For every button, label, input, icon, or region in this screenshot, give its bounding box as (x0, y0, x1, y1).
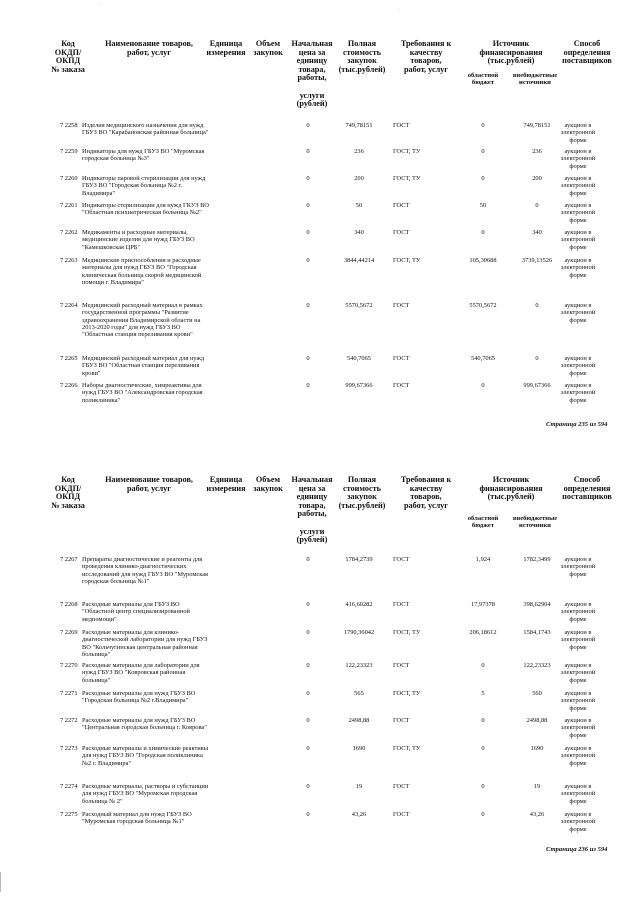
procurement-method: аукцион в электронной форме (560, 601, 596, 623)
total-cost: 50 (355, 202, 363, 209)
quality-requirements: ГОСТ (393, 229, 410, 236)
order-number: 7 2264 (60, 302, 78, 309)
order-number: 7 2270 (60, 662, 78, 669)
regional-budget: 0 (481, 717, 485, 724)
order-number: 7 2260 (60, 175, 78, 182)
item-name: Расходный материал для нужд ГБУЗ ВО "Муромская городская больница №1" (82, 811, 192, 826)
total-cost: 19 (355, 783, 363, 790)
unit-price: 0 (306, 148, 310, 155)
procurement-method: аукцион в электронной форме (560, 717, 596, 739)
procurement-method: аукцион в электронной форме (560, 745, 596, 767)
quality-requirements: ГОСТ (393, 601, 410, 608)
order-number: 7 2259 (60, 148, 78, 155)
unit-price: 0 (306, 662, 310, 669)
unit-price: 0 (306, 257, 310, 264)
unit-price: 0 (306, 783, 310, 790)
procurement-method: аукцион в электронной форме (560, 122, 596, 144)
extra-budget: 398,62904 (523, 601, 551, 608)
quality-requirements: ГОСТ, ТУ (393, 148, 421, 155)
total-cost: 999,67366 (345, 382, 373, 389)
procurement-method: аукцион в электронной форме (560, 175, 596, 197)
total-cost: 540,7065 (347, 355, 371, 362)
order-number: 7 2269 (60, 629, 78, 636)
header-source-regional: областной бюджет (467, 72, 499, 87)
quality-requirements: ГОСТ (393, 202, 410, 209)
unit-price: 0 (306, 229, 310, 236)
extra-budget: 1690 (530, 745, 544, 752)
order-number: 7 2266 (60, 382, 78, 389)
total-cost: 43,26 (351, 811, 367, 818)
header-method: Способ определения поставщиков (562, 475, 612, 502)
order-number: 7 2262 (60, 229, 78, 236)
header-method: Способ определения поставщиков (562, 39, 612, 66)
total-cost: 122,23323 (345, 662, 373, 669)
total-cost: 340 (354, 229, 364, 236)
extra-budget: 0 (535, 302, 539, 309)
extra-budget: 0 (535, 355, 539, 362)
header-source: Источник финансирования (тыс.рублей) (479, 39, 543, 66)
procurement-method: аукцион в электронной форме (560, 662, 596, 684)
procurement-method: аукцион в электронной форме (560, 257, 596, 279)
quality-requirements: ГОСТ (393, 556, 410, 563)
procurement-method: аукцион в электронной форме (560, 690, 596, 712)
item-name: Медицинские приспособления и расходные материалы для нужд ГБУЗ ВО "Городская клиническая больница скорой медицинской помощи г. Владимира" (82, 257, 202, 286)
unit-price: 0 (306, 382, 310, 389)
header-name: Наименование товаров, работ, услуг (105, 39, 193, 57)
page-number-label: Страница 235 из 594 (546, 421, 608, 428)
extra-budget: 749,78151 (523, 122, 551, 129)
item-name: Медицинский расходный материал в рамках государственной программы "Развитие здравоохранения Владимирской области на 2013-2020 годы" для нужд ГБУЗ ВО "Областная станция переливания крови" (82, 302, 203, 339)
total-cost: 749,78151 (345, 122, 373, 129)
page-number-label: Страница 236 из 594 (546, 846, 608, 853)
total-cost: 200 (354, 175, 364, 182)
regional-budget: 17,97378 (471, 601, 495, 608)
header-source-extra: внебюджетные источники (512, 515, 558, 530)
item-name: Индикаторы паровой стерилизации для нужд ГБУЗ ВО "Городская больница №2 г. Владимира" (82, 175, 206, 197)
order-number: 7 2261 (60, 202, 78, 209)
header-requirements: Требования к качеству товаров, работ, услуг (400, 475, 452, 510)
regional-budget: 50 (479, 202, 487, 209)
unit-price: 0 (306, 556, 310, 563)
item-name: Изделия медицинского назначения для нужд ГБУЗ ВО "Карабановская районная больница" (82, 122, 209, 137)
item-name: Индикаторы для нужд ГБУЗ ВО "Муромская городская больница №3" (82, 148, 205, 163)
header-total: Полная стоимость закупок (тыс.рублей) (338, 475, 386, 510)
header-source-regional: областной бюджет (467, 515, 499, 530)
quality-requirements: ГОСТ (393, 122, 410, 129)
unit-price: 0 (306, 811, 310, 818)
total-cost: 565 (354, 690, 364, 697)
unit-price: 0 (306, 690, 310, 697)
total-cost: 5570,5672 (345, 302, 373, 309)
order-number: 7 2272 (60, 717, 78, 724)
item-name: Расходные материалы для лаборатории для нужд ГБУЗ ВО "Ковровская районная больница" (82, 662, 200, 684)
extra-budget: 560 (532, 690, 542, 697)
procurement-method: аукцион в электронной форме (560, 148, 596, 170)
extra-budget: 0 (535, 202, 539, 209)
order-number: 7 2263 (60, 257, 78, 264)
extra-budget: 236 (532, 148, 542, 155)
unit-price: 0 (306, 745, 310, 752)
header-price: Начальная цена за единицу товара, работы, услуги (рублей) (291, 39, 333, 109)
quality-requirements: ГОСТ, ТУ (393, 629, 421, 636)
scan-artifact: . (98, 1, 100, 7)
total-cost: 3844,44214 (343, 257, 375, 264)
order-number: 7 2265 (60, 355, 78, 362)
quality-requirements: ГОСТ, ТУ (393, 257, 421, 264)
regional-budget: 0 (481, 122, 485, 129)
unit-price: 0 (306, 302, 310, 309)
procurement-method: аукцион в электронной форме (560, 382, 596, 404)
procurement-method: аукцион в электронной форме (560, 783, 596, 805)
procurement-method: аукцион в электронной форме (560, 629, 596, 651)
quality-requirements: ГОСТ, ТУ (393, 175, 421, 182)
quality-requirements: ГОСТ (393, 382, 410, 389)
quality-requirements: ГОСТ, ТУ (393, 745, 421, 752)
extra-budget: 43,26 (529, 811, 545, 818)
quality-requirements: ГОСТ (393, 662, 410, 669)
total-cost: 416,60282 (345, 601, 373, 608)
scan-edge-mark (0, 872, 1, 892)
extra-budget: 1584,1743 (523, 629, 551, 636)
item-name: Расходные материалы для ГБУЗ ВО "Областной центр специализированной медпомощи" (82, 601, 190, 623)
regional-budget: 0 (481, 382, 485, 389)
extra-budget: 122,23323 (523, 662, 551, 669)
extra-budget: 999,67366 (523, 382, 551, 389)
order-number: 7 2268 (60, 601, 78, 608)
item-name: Расходные материалы для нужд ГБУЗ ВО "Городская больница №2 г.Владимира" (82, 690, 196, 705)
item-name: Индикаторы стерилизации для нужд ГКУЗ ВО "Областная психиатрическая больница №2" (82, 202, 210, 217)
procurement-method: аукцион в электронной форме (560, 202, 596, 224)
regional-budget: 0 (481, 229, 485, 236)
regional-budget: 5570,5672 (469, 302, 497, 309)
item-name: Медикаменты и расходные материалы, медицинские изделия для нужд ГБУЗ ВО "Камешковская ЦРБ" (82, 229, 195, 251)
regional-budget: 0 (481, 783, 485, 790)
procurement-method: аукцион в электронной форме (560, 556, 596, 578)
header-source: Источник финансирования (тыс.рублей) (479, 475, 543, 502)
regional-budget: 540,7065 (471, 355, 495, 362)
item-name: Медицинский расходный материал для нужд ГБУЗ ВО "Областная станция переливания крови" (82, 355, 205, 377)
unit-price: 0 (306, 202, 310, 209)
quality-requirements: ГОСТ (393, 811, 410, 818)
header-unit: Единица измерения (206, 475, 246, 493)
regional-budget: 5 (481, 690, 485, 697)
procurement-method: аукцион в электронной форме (560, 302, 596, 324)
item-name: Расходные материалы для нужд ГБУЗ ВО "Центральная городская больница г. Коврова" (82, 717, 207, 732)
header-volume: Объем закупок (253, 475, 283, 493)
header-name: Наименование товаров, работ, услуг (105, 475, 193, 493)
unit-price: 0 (306, 601, 310, 608)
procurement-method: аукцион в электронной форме (560, 811, 596, 833)
quality-requirements: ГОСТ (393, 355, 410, 362)
total-cost: 1690 (352, 745, 366, 752)
item-name: Наборы диагностические, химреактивы для нужд ГБУЗ ВО "Александровская городская поликлиника" (82, 382, 203, 404)
scan-artifact: . (398, 6, 400, 12)
procurement-method: аукцион в электронной форме (560, 355, 596, 377)
quality-requirements: ГОСТ, ТУ (393, 690, 421, 697)
order-number: 7 2267 (60, 556, 78, 563)
header-unit: Единица измерения (206, 39, 246, 57)
extra-budget: 2498,88 (526, 717, 548, 724)
regional-budget: 0 (481, 811, 485, 818)
extra-budget: 200 (532, 175, 542, 182)
total-cost: 1790,36042 (343, 629, 375, 636)
total-cost: 2498,88 (348, 717, 370, 724)
quality-requirements: ГОСТ (393, 717, 410, 724)
header-total: Полная стоимость закупок (тыс.рублей) (338, 39, 386, 74)
item-name: Расходные материалы, растворы и субстанции для нужд ГБУЗ ВО "Муромская городская больница № 2" (82, 783, 209, 805)
regional-budget: 0 (481, 745, 485, 752)
quality-requirements: ГОСТ (393, 302, 410, 309)
regional-budget: 105,30688 (469, 257, 497, 264)
item-name: Препараты диагностические и реагенты для проведения клинико-диагностических исследований для нужд ГБУЗ ВО "Муромская городская больница №1" (82, 556, 208, 585)
order-number: 7 2271 (60, 690, 78, 697)
unit-price: 0 (306, 717, 310, 724)
regional-budget: 1,924 (475, 556, 491, 563)
item-name: Расходные материалы и химические реактивы для нужд ГБУЗ ВО "Городская поликлиника №2 г. Владимира" (82, 745, 208, 767)
order-number: 7 2273 (60, 745, 78, 752)
extra-budget: 340 (532, 229, 542, 236)
total-cost: 236 (354, 148, 364, 155)
procurement-method: аукцион в электронной форме (560, 229, 596, 251)
unit-price: 0 (306, 122, 310, 129)
regional-budget: 0 (481, 175, 485, 182)
quality-requirements: ГОСТ (393, 783, 410, 790)
header-code: Код ОКДП/ ОКПД № заказа (51, 475, 85, 510)
regional-budget: 206,18612 (469, 629, 497, 636)
header-volume: Объем закупок (253, 39, 283, 57)
header-price: Начальная цена за единицу товара, работы, услуги (рублей) (291, 475, 333, 545)
order-number: 7 2274 (60, 783, 78, 790)
header-code: Код ОКДП/ ОКПД № заказа (51, 39, 85, 74)
header-source-extra: внебюджетные источники (512, 72, 558, 87)
extra-budget: 19 (533, 783, 541, 790)
extra-budget: 1782,3499 (523, 556, 551, 563)
regional-budget: 0 (481, 148, 485, 155)
regional-budget: 0 (481, 662, 485, 669)
extra-budget: 3739,13526 (521, 257, 553, 264)
total-cost: 1784,2739 (345, 556, 373, 563)
unit-price: 0 (306, 629, 310, 636)
header-requirements: Требования к качеству товаров, работ, услуг (400, 39, 452, 74)
unit-price: 0 (306, 175, 310, 182)
order-number: 7 2258 (60, 122, 78, 129)
order-number: 7 2275 (60, 811, 78, 818)
unit-price: 0 (306, 355, 310, 362)
item-name: Расходные материалы для клинико-диагностической лаборатории для нужд ГБУЗ ВО "Кольчугинская центральная районная больница" (82, 629, 208, 658)
